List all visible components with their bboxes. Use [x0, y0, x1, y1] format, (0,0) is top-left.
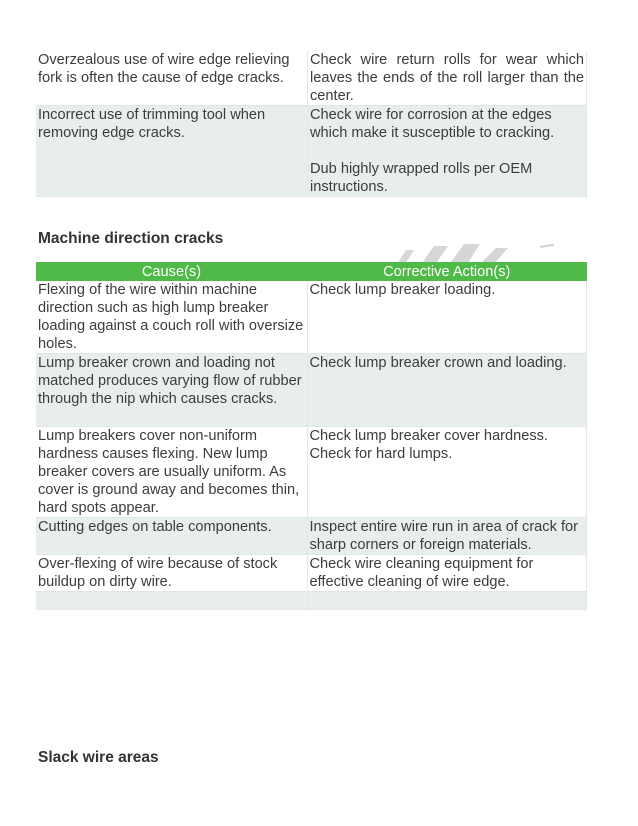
table-row	[36, 518, 587, 555]
table-row	[36, 51, 587, 106]
cause-cell: Lump breaker crown and loading not matched produces varying flow of rubber through the nip which causes cracks.	[36, 354, 307, 427]
cause-cell	[36, 592, 307, 610]
table-row	[36, 281, 587, 354]
cause-cell: Flexing of the wire within machine direction such as high lump breaker loading against a couch roll with oversize holes.	[36, 281, 307, 354]
action-cell	[308, 106, 587, 197]
header-cause: Cause(s)	[36, 262, 307, 281]
section-heading: Machine direction cracks	[38, 230, 224, 247]
action-cell: Check lump breaker cover hardness. Check for hard lumps.	[307, 427, 587, 518]
action-paragraph: Check wire for corrosion at the edges which make it susceptible to cracking.	[310, 107, 555, 141]
action-cell: Check lump breaker crown and loading.	[307, 354, 587, 427]
action-cell	[307, 592, 587, 610]
cause-cell: Cutting edges on table components.	[36, 518, 307, 555]
table-row	[36, 592, 587, 610]
cause-cell: Lump breakers cover non-uniform hardness causes flexing. New lump breaker covers are usually uniform. As cover is ground away and becomes thin, hard spots appear.	[36, 427, 307, 518]
table-row	[36, 354, 587, 427]
edge-cracks-table	[36, 51, 587, 197]
table-header-row	[36, 262, 587, 281]
table-row	[36, 106, 587, 197]
cause-cell: Over-flexing of wire because of stock buildup on dirty wire.	[36, 555, 307, 592]
header-action: Corrective Action(s)	[307, 262, 587, 281]
action-cell: Inspect entire wire run in area of crack for sharp corners or foreign materials.	[307, 518, 587, 555]
machine-direction-table	[36, 262, 587, 610]
table-row	[36, 555, 587, 592]
action-cell: Check wire cleaning equipment for effective cleaning of wire edge.	[307, 555, 587, 592]
cause-cell: Overzealous use of wire edge relieving fork is often the cause of edge cracks.	[36, 51, 308, 106]
action-cell: Check wire return rolls for wear which leaves the ends of the roll larger than the center.	[308, 51, 587, 106]
table-row	[36, 427, 587, 518]
action-paragraph: Dub highly wrapped rolls per OEM instructions.	[310, 161, 533, 195]
section-heading: Slack wire areas	[38, 749, 159, 766]
cause-cell: Incorrect use of trimming tool when removing edge cracks.	[36, 106, 308, 197]
action-cell: Check lump breaker loading.	[307, 281, 587, 354]
